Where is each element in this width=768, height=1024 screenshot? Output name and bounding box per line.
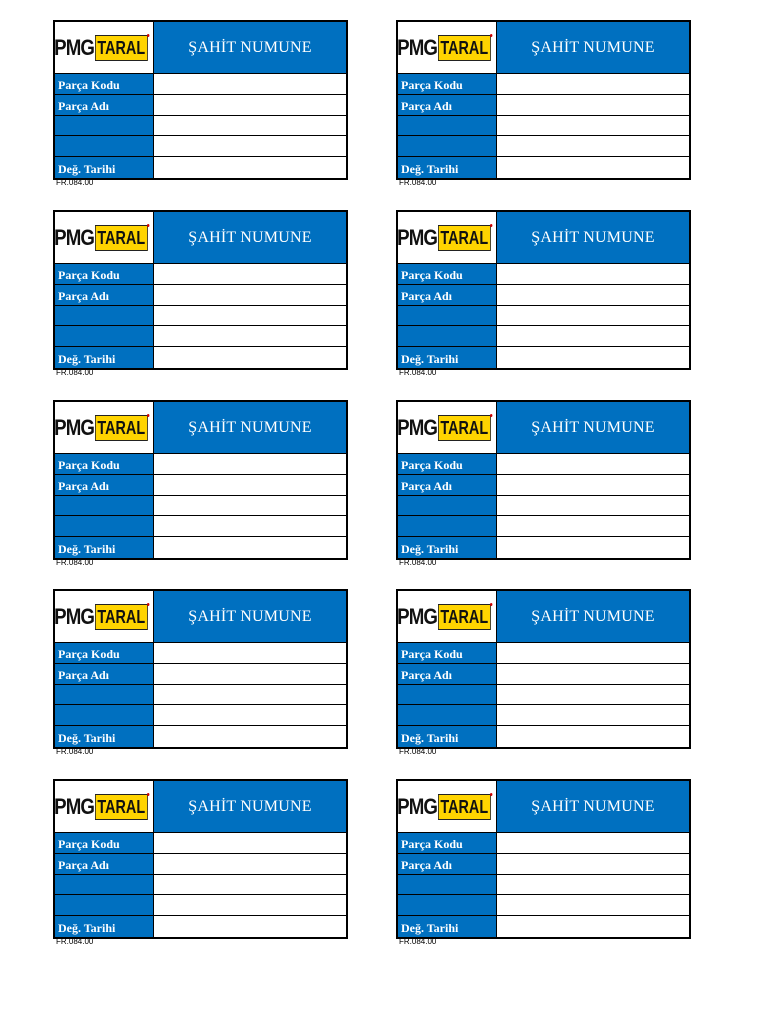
field-value-cell [497,74,689,95]
field-value-cell [154,475,346,496]
label-table [53,589,348,749]
field-label [398,685,497,706]
field-label: Değ. Tarihi [398,157,497,178]
logo-taral-text: TARAL [438,35,491,61]
field-value-cell [497,875,689,896]
field-label [398,705,497,726]
field-label: Parça Adı [55,854,154,875]
field-value-cell [497,347,689,368]
field-value-cell [497,705,689,726]
field-label [55,895,154,916]
sample-label-card [53,779,348,951]
field-value-cell [154,685,346,706]
field-label [398,875,497,896]
field-label: Parça Kodu [398,454,497,475]
label-table [396,779,691,939]
field-label: Değ. Tarihi [398,726,497,747]
logo-pmg-text: PMG [397,793,438,819]
form-code: FR.084.00 [56,747,94,756]
field-label [55,705,154,726]
logo-pmg-text: PMG [54,793,95,819]
logo-pmg-text: PMG [54,224,95,250]
field-label: Parça Kodu [398,643,497,664]
field-label: Değ. Tarihi [55,157,154,178]
field-value-cell [154,264,346,285]
field-value-cell [154,347,346,368]
logo-cell [398,212,497,264]
field-value-cell [154,157,346,178]
field-label [55,116,154,137]
field-value-cell [497,537,689,558]
field-label [398,326,497,347]
logo-cell [55,781,154,833]
field-label [398,116,497,137]
field-value-cell [497,643,689,664]
field-value-cell [154,726,346,747]
label-title: ŞAHİT NUMUNE [497,212,689,264]
logo-cell [55,22,154,74]
field-value-cell [497,726,689,747]
pmg-taral-logo [390,35,504,61]
logo-pmg-text: PMG [397,224,438,250]
label-table [53,779,348,939]
field-value-cell [497,136,689,157]
field-label [398,136,497,157]
field-value-cell [497,475,689,496]
field-label: Parça Adı [55,285,154,306]
pmg-taral-logo [47,415,161,441]
field-label: Parça Kodu [398,833,497,854]
label-table [396,20,691,180]
field-label: Parça Kodu [398,74,497,95]
form-code: FR.084.00 [56,368,94,377]
pmg-taral-logo [390,794,504,820]
logo-taral-text: TARAL [95,35,148,61]
form-code: FR.084.00 [399,368,437,377]
pmg-taral-logo [390,415,504,441]
field-value-cell [154,705,346,726]
field-label: Parça Adı [55,95,154,116]
logo-taral-text: TARAL [438,225,491,251]
pmg-taral-logo [390,225,504,251]
field-value-cell [497,895,689,916]
field-value-cell [154,833,346,854]
field-value-cell [154,136,346,157]
pmg-taral-logo [47,225,161,251]
logo-pmg-text: PMG [54,34,95,60]
field-label: Parça Adı [398,664,497,685]
field-label: Değ. Tarihi [55,347,154,368]
field-value-cell [497,264,689,285]
logo-cell [398,591,497,643]
logo-taral-text: TARAL [438,415,491,441]
label-title: ŞAHİT NUMUNE [154,212,346,264]
field-label [55,685,154,706]
logo-cell [55,591,154,643]
field-value-cell [497,454,689,475]
sample-label-card [53,589,348,761]
field-value-cell [497,664,689,685]
label-table [53,400,348,560]
field-value-cell [154,537,346,558]
logo-taral-text: TARAL [95,794,148,820]
field-value-cell [154,895,346,916]
label-table [396,210,691,370]
logo-cell [55,402,154,454]
field-label [55,516,154,537]
field-value-cell [497,854,689,875]
field-label: Parça Adı [398,854,497,875]
label-title: ŞAHİT NUMUNE [497,591,689,643]
label-title: ŞAHİT NUMUNE [497,781,689,833]
field-value-cell [154,454,346,475]
logo-pmg-text: PMG [397,603,438,629]
logo-cell [398,781,497,833]
pmg-taral-logo [47,794,161,820]
field-label [398,895,497,916]
form-code: FR.084.00 [399,178,437,187]
field-label: Parça Kodu [55,454,154,475]
field-label: Değ. Tarihi [398,537,497,558]
field-value-cell [497,306,689,327]
field-label: Parça Adı [398,475,497,496]
field-label [398,516,497,537]
logo-pmg-text: PMG [397,34,438,60]
field-label: Parça Adı [55,475,154,496]
logo-cell [398,22,497,74]
sample-label-card [396,779,691,951]
sample-label-card [53,400,348,572]
field-label [55,306,154,327]
logo-cell [55,212,154,264]
field-value-cell [154,916,346,937]
field-label: Parça Adı [55,664,154,685]
field-label: Parça Kodu [55,833,154,854]
pmg-taral-logo [47,604,161,630]
label-title: ŞAHİT NUMUNE [154,402,346,454]
field-label [55,326,154,347]
logo-cell [398,402,497,454]
logo-pmg-text: PMG [54,414,95,440]
form-code: FR.084.00 [399,747,437,756]
field-value-cell [497,496,689,517]
field-label: Parça Kodu [398,264,497,285]
form-code: FR.084.00 [399,937,437,946]
form-code: FR.084.00 [56,558,94,567]
logo-taral-text: TARAL [438,604,491,630]
field-label: Değ. Tarihi [55,726,154,747]
field-value-cell [497,516,689,537]
field-label: Değ. Tarihi [55,916,154,937]
field-value-cell [154,854,346,875]
field-value-cell [154,516,346,537]
field-label [398,496,497,517]
field-value-cell [154,326,346,347]
label-table [53,20,348,180]
form-code: FR.084.00 [399,558,437,567]
field-value-cell [154,643,346,664]
sample-label-card [396,400,691,572]
sample-label-card [396,20,691,192]
pmg-taral-logo [390,604,504,630]
field-label: Parça Kodu [55,643,154,664]
field-label [55,496,154,517]
field-label: Parça Adı [398,95,497,116]
label-title: ŞAHİT NUMUNE [497,402,689,454]
label-title: ŞAHİT NUMUNE [497,22,689,74]
field-value-cell [154,74,346,95]
label-table [396,589,691,749]
field-value-cell [154,285,346,306]
logo-taral-text: TARAL [95,604,148,630]
field-value-cell [497,833,689,854]
field-value-cell [154,875,346,896]
field-label: Parça Kodu [55,74,154,95]
field-value-cell [497,326,689,347]
logo-pmg-text: PMG [397,414,438,440]
form-code: FR.084.00 [56,178,94,187]
field-label [398,306,497,327]
field-label [55,875,154,896]
field-value-cell [497,285,689,306]
field-value-cell [497,95,689,116]
field-label [55,136,154,157]
label-title: ŞAHİT NUMUNE [154,22,346,74]
field-value-cell [497,157,689,178]
field-value-cell [154,95,346,116]
field-label: Parça Kodu [55,264,154,285]
sample-label-card [53,20,348,192]
logo-taral-text: TARAL [438,794,491,820]
logo-taral-text: TARAL [95,415,148,441]
field-value-cell [497,916,689,937]
logo-pmg-text: PMG [54,603,95,629]
field-value-cell [497,685,689,706]
field-value-cell [154,116,346,137]
form-code: FR.084.00 [56,937,94,946]
label-table [396,400,691,560]
field-value-cell [154,496,346,517]
label-table [53,210,348,370]
sample-label-card [53,210,348,382]
field-value-cell [154,306,346,327]
sample-label-card [396,210,691,382]
label-title: ŞAHİT NUMUNE [154,781,346,833]
field-label: Değ. Tarihi [55,537,154,558]
field-label: Değ. Tarihi [398,347,497,368]
field-value-cell [154,664,346,685]
pmg-taral-logo [47,35,161,61]
field-value-cell [497,116,689,137]
field-label: Parça Adı [398,285,497,306]
logo-taral-text: TARAL [95,225,148,251]
sample-label-card [396,589,691,761]
label-title: ŞAHİT NUMUNE [154,591,346,643]
field-label: Değ. Tarihi [398,916,497,937]
